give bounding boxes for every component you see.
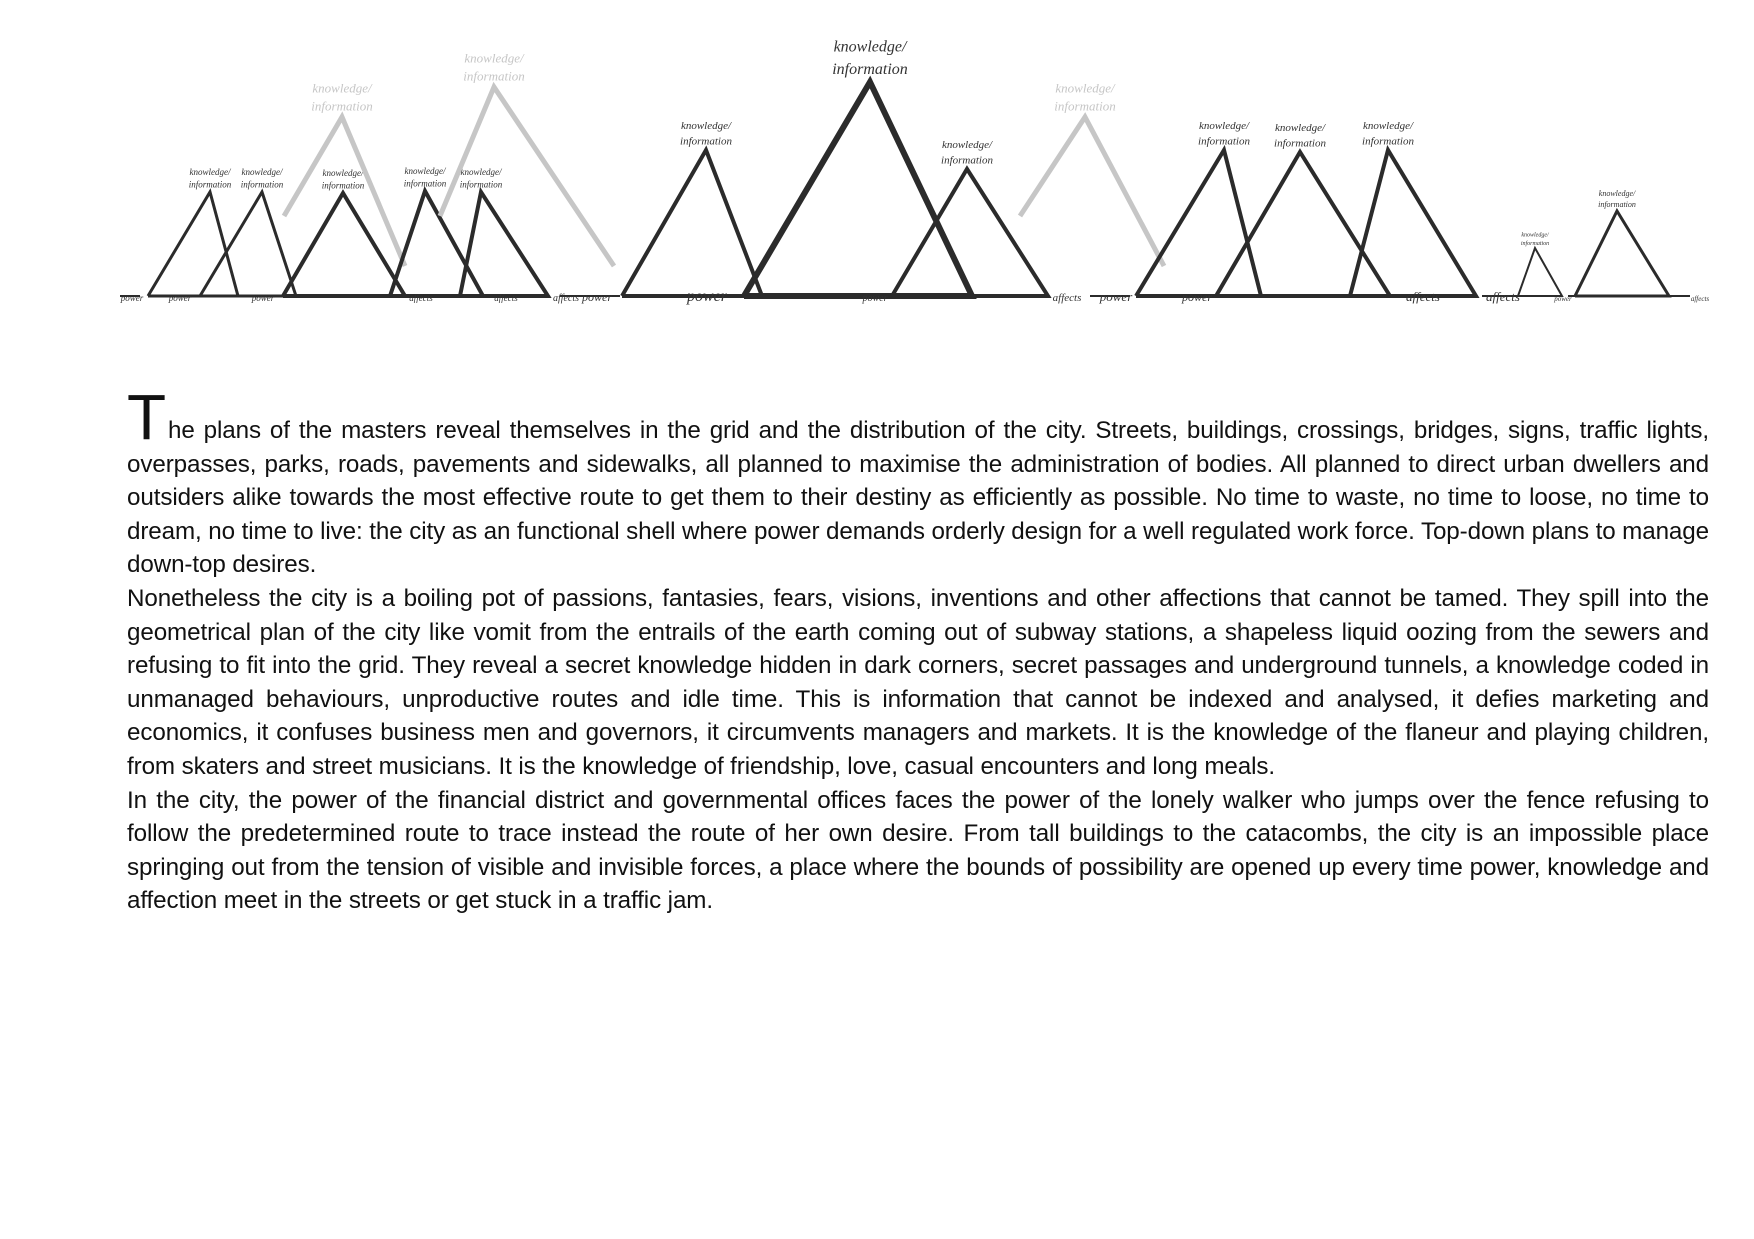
triangle-4 [284, 117, 405, 266]
triangle-9 [744, 82, 972, 296]
essay-body [127, 381, 1709, 918]
apex-label-13-line2: information [1274, 137, 1326, 150]
apex-label-13: knowledge/ [1274, 122, 1326, 135]
apex-label-9: knowledge/ [833, 38, 907, 56]
essay-paragraph-2: Nonetheless the city is a boiling pot of passions, fantasies, fears, visions, inventions and other affections that cannot be tamed. They spill into the geometrical plan of the city like vomit from the entrails of the earth coming out of subway stations, a shapeless liquid oozing from the sewers and refusing to fit into the grid. They reveal a secret knowledge hidden in dark corners, secret passages and underground tunnels, a knowledge coded in unmanaged behaviours, unproductive routes and idle time. This is information that cannot be indexed and analysed, it defies marketing and economics, it confuses business men and governors, it circumvents managers and markets. It is the knowledge of the flaneur and playing children, from skaters and street musicians. It is the knowledge of friendship, love, casual encounters and long meals. [127, 584, 1709, 780]
apex-label-2-line2: information [240, 179, 284, 190]
apex-label-11: knowledge/ [1055, 80, 1115, 96]
triangle-10 [892, 169, 1048, 296]
base-label-8: power [687, 288, 727, 305]
triangle-16 [1575, 211, 1669, 296]
apex-label-4: knowledge/ [312, 80, 372, 96]
triangle-14 [1350, 150, 1476, 296]
apex-label-14-line2: information [1362, 135, 1414, 148]
base-label-9: power [862, 293, 888, 304]
apex-label-10: knowledge/ [941, 139, 993, 152]
apex-label-15-line2: information [1520, 241, 1550, 247]
apex-label-15: knowledge/ [1521, 232, 1549, 239]
base-label-14: affects [1486, 289, 1520, 304]
apex-label-3-line2: information [321, 180, 365, 191]
apex-label-9-line2: information [832, 61, 908, 78]
apex-label-6-line2: information [459, 179, 503, 190]
apex-label-8-line2: information [680, 135, 732, 148]
base-label-15: power [1554, 295, 1572, 303]
drop-cap: T [127, 381, 166, 453]
apex-label-11-line2: information [1054, 98, 1116, 114]
apex-label-16: knowledge/ [1598, 188, 1636, 198]
apex-label-4-line2: information [311, 98, 373, 114]
base-label-13: affects [1406, 289, 1440, 304]
triangle-1 [148, 192, 238, 296]
essay-paragraph-1 [127, 381, 1709, 582]
apex-label-1-line2: information [188, 179, 232, 190]
base-label-2: power [168, 293, 192, 303]
apex-label-5-line2: information [403, 178, 447, 189]
paragraph-1-text: he plans of the masters reveal themselves in the grid and the distribution of the city. Streets, buildings, crossings, bridges, signs, traffic lights, overpasses, parks, roads, pavements and sidewalks, all planned to maximise the administration of bodies. All planned to direct urban dwellers and outsiders alike towards the most effective route to get them to their destiny as efficiently as possible. No time to waste, no time to loose, no time to dream, no time to live: the city as an functional shell where power demands orderly design for a well regulated work force. Top-down plans to manage down-top desires. [127, 417, 1709, 579]
base-label-5: affects [494, 293, 518, 303]
triangle-15 [1518, 248, 1562, 296]
apex-label-10-line2: information [941, 154, 993, 167]
apex-label-7-line2: information [463, 68, 525, 84]
base-label-1: power [120, 293, 144, 303]
apex-label-12: knowledge/ [1198, 120, 1250, 133]
base-label-11: power [1099, 289, 1133, 304]
apex-label-5: knowledge/ [404, 165, 446, 176]
triangle-diagram [0, 0, 1754, 320]
triangle-3 [283, 193, 405, 296]
apex-label-1: knowledge/ [189, 166, 231, 177]
triangle-8 [622, 150, 762, 296]
apex-label-8: knowledge/ [680, 120, 732, 133]
base-label-4: affects [409, 293, 433, 303]
apex-label-7: knowledge/ [464, 50, 524, 66]
apex-label-3: knowledge/ [322, 167, 364, 178]
base-label-10: affects [1052, 292, 1082, 304]
base-label-12: power [1182, 290, 1212, 304]
apex-label-12-line2: information [1198, 135, 1250, 148]
apex-label-2: knowledge/ [241, 166, 283, 177]
apex-label-16-line2: information [1598, 200, 1636, 209]
base-label-3: power [251, 293, 275, 303]
base-label-7: power [582, 290, 612, 304]
apex-label-14: knowledge/ [1362, 120, 1414, 133]
base-label-16: affects [1690, 295, 1710, 303]
triangle-11 [1020, 117, 1164, 266]
apex-label-6: knowledge/ [460, 166, 502, 177]
base-label-6: affects [552, 293, 580, 304]
triangle-12 [1136, 150, 1261, 296]
essay-paragraph-3: In the city, the power of the financial district and governmental offices faces the power of the lonely walker who jumps over the fence refusing to follow the predetermined route to trace instead the route of her own desire. From tall buildings to the catacombs, the city is an impossible place springing out from the tension of visible and invisible forces, a place where the bounds of possibility are opened up every time power, knowledge and affection meet in the streets or get stuck in a traffic jam. [127, 786, 1709, 915]
